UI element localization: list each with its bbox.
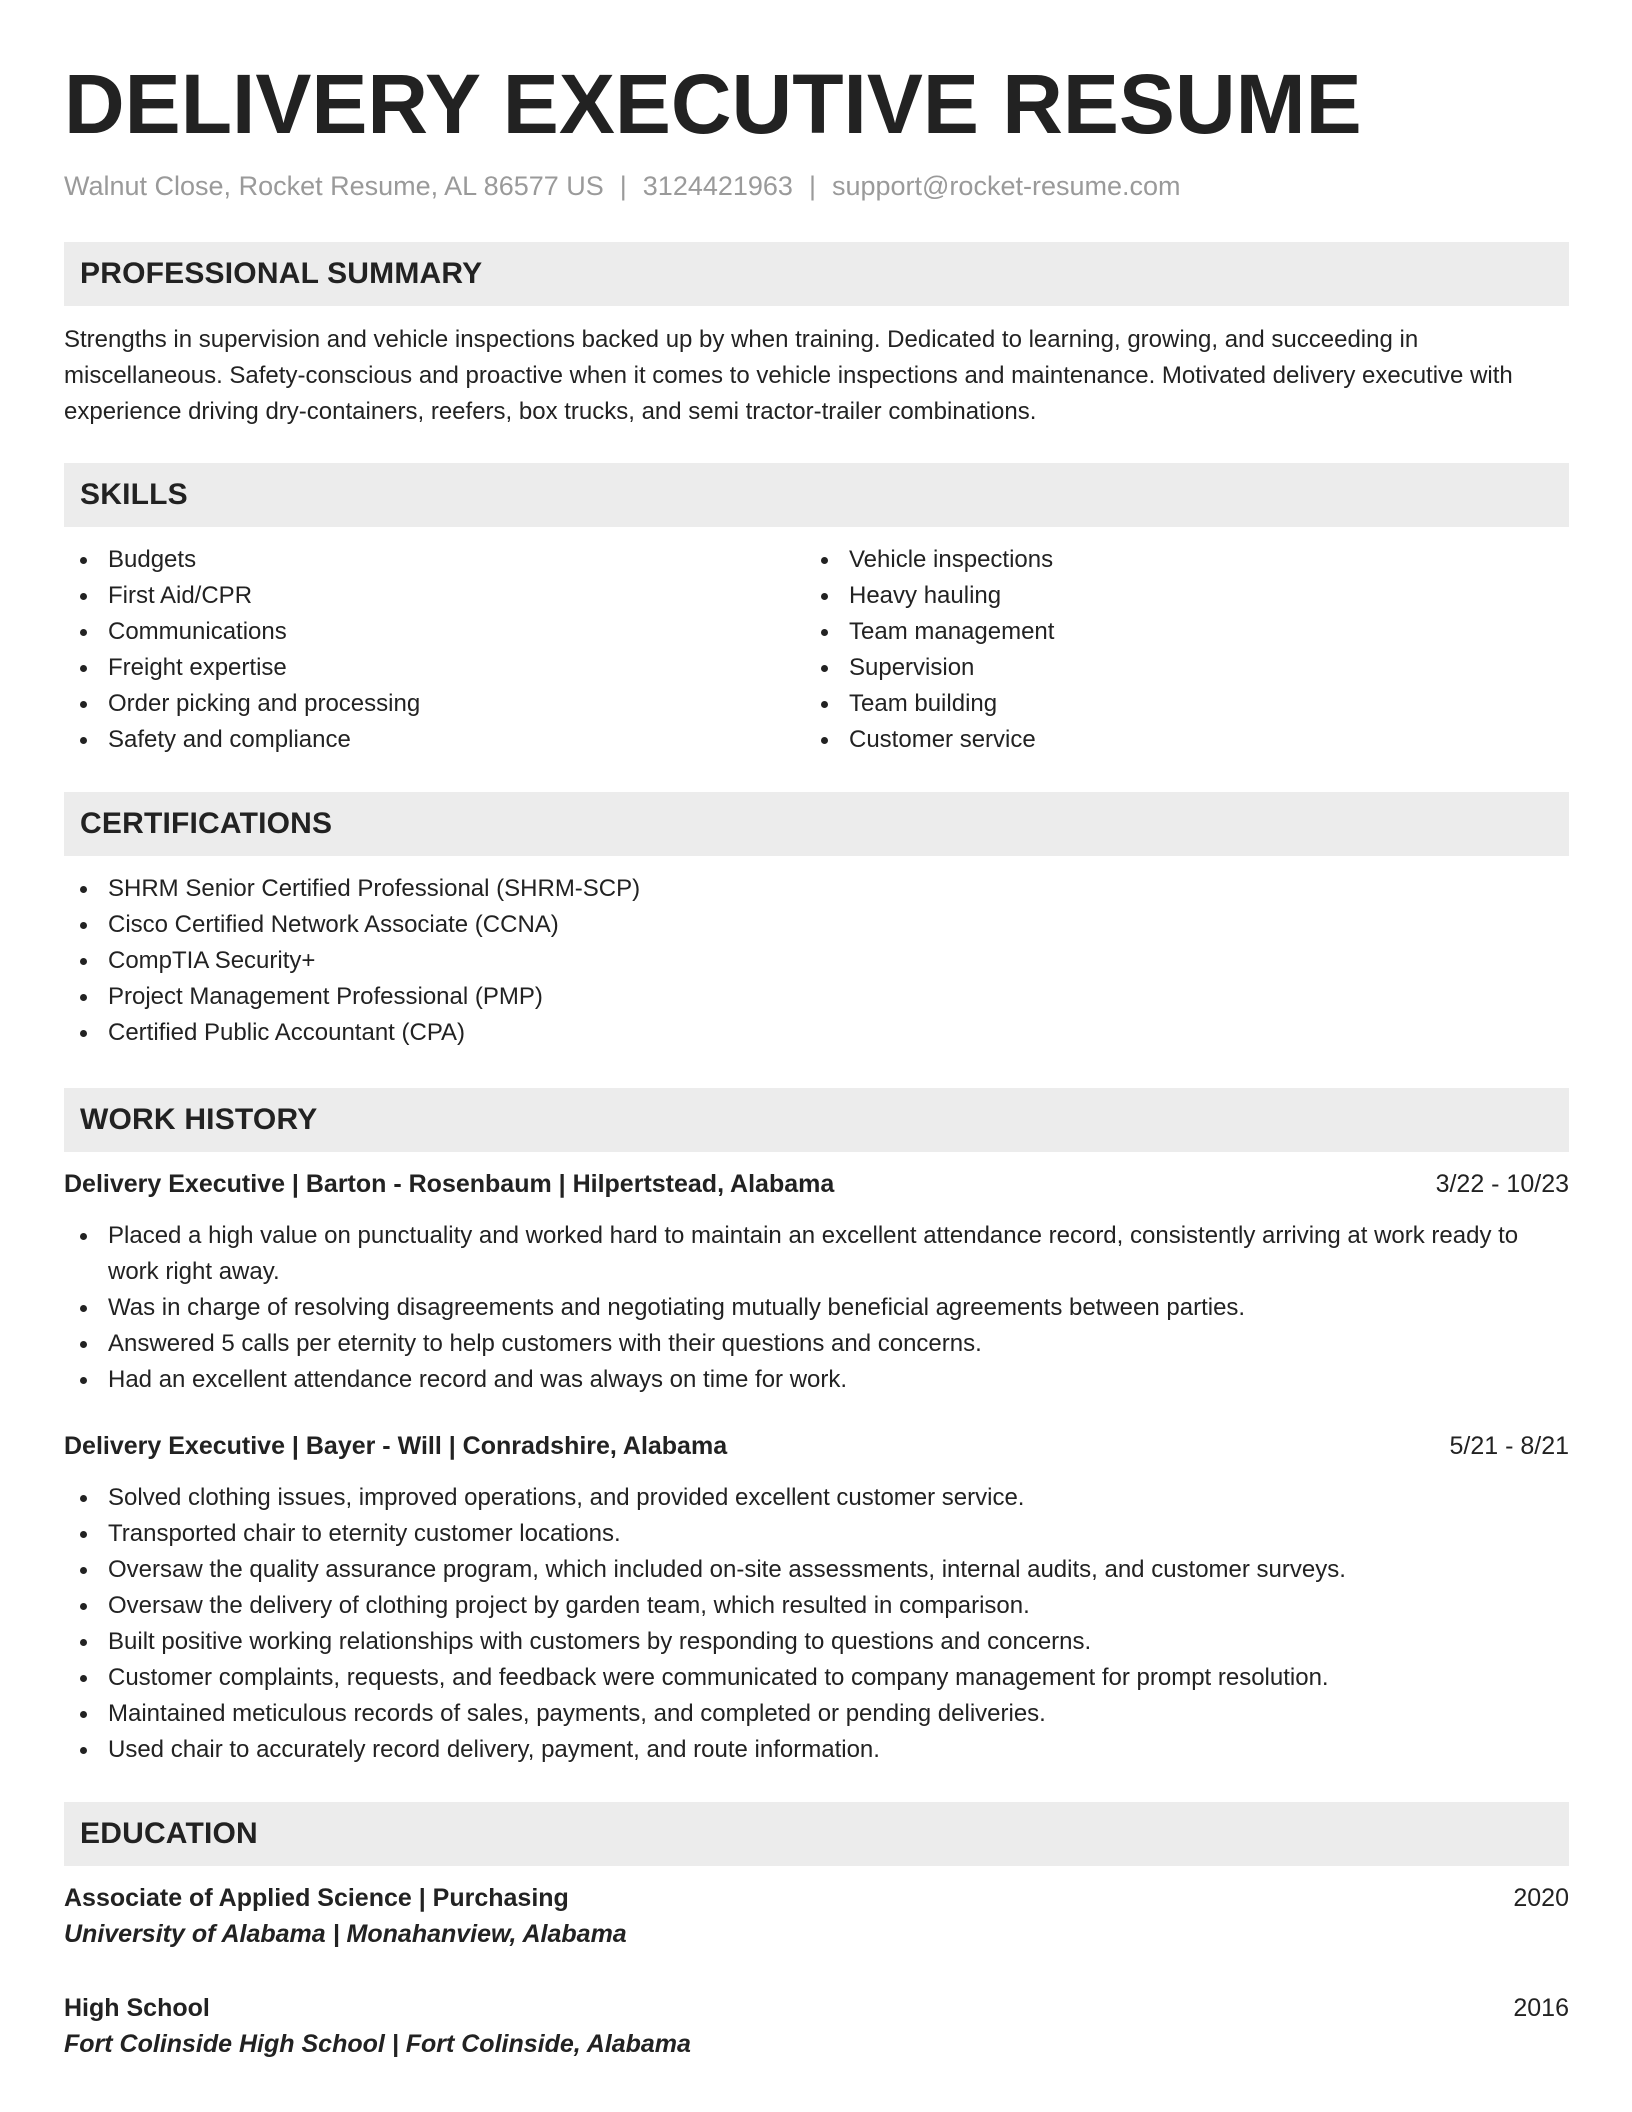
skill-item: Safety and compliance [64,722,805,758]
skill-item: Team management [805,614,1546,650]
bullet-dot-icon [80,1567,87,1574]
skills-column-right [805,542,1546,758]
job-bullet: Customer complaints, requests, and feedback were communicated to company management for prompt resolution. [64,1660,1569,1696]
job-bullet: Was in charge of resolving disagreements and negotiating mutually beneficial agreements between parties. [64,1290,1569,1326]
certification-item: Cisco Certified Network Associate (CCNA) [64,907,1569,943]
job-title: Delivery Executive | Barton - Rosenbaum | Hilpertstead, Alabama [64,1170,835,1198]
section-header-skills: SKILLS [64,463,1569,527]
contact-email: support@rocket-resume.com [831,171,1181,201]
bullet-dot-icon [80,1233,87,1240]
degree-title: High School [64,1994,210,2022]
skill-item: Heavy hauling [805,578,1546,614]
job-bullet: Answered 5 calls per eternity to help customers with their questions and concerns. [64,1326,1569,1362]
skill-item: Budgets [64,542,805,578]
section-header-certifications: CERTIFICATIONS [64,792,1569,856]
bullet-dot-icon [821,557,828,564]
contact-phone: 3124421963 [642,171,793,201]
job-header [64,1166,1569,1202]
bullet-dot-icon [80,1305,87,1312]
bullet-dot-icon [80,1341,87,1348]
job-title: Delivery Executive | Bayer - Will | Conradshire, Alabama [64,1432,728,1460]
job-bullet: Maintained meticulous records of sales, payments, and completed or pending deliveries. [64,1696,1569,1732]
job-dates: 3/22 - 10/23 [1435,1170,1569,1198]
bullet-dot-icon [80,1495,87,1502]
bullet-dot-icon [821,701,828,708]
bullet-dot-icon [80,922,87,929]
skill-item: Order picking and processing [64,686,805,722]
job-bullet: Transported chair to eternity customer locations. [64,1516,1569,1552]
bullet-dot-icon [80,1531,87,1538]
bullet-dot-icon [80,737,87,744]
job-bullet: Used chair to accurately record delivery, payment, and route information. [64,1732,1569,1768]
job-bullet: Placed a high value on punctuality and worked hard to maintain an excellent attendance record, consistently arriving at work ready to work right away. [64,1218,1569,1290]
contact-line [64,168,1569,204]
section-header-education: EDUCATION [64,1802,1569,1866]
job-bullets [64,1480,1569,1768]
contact-address: Walnut Close, Rocket Resume, AL 86577 US [64,171,604,201]
job-entry [64,1428,1569,1768]
bullet-dot-icon [80,701,87,708]
skill-item: Customer service [805,722,1546,758]
certification-item: Project Management Professional (PMP) [64,979,1569,1015]
job-bullet: Oversaw the quality assurance program, which included on-site assessments, internal audits, and customer surveys. [64,1552,1569,1588]
bullet-dot-icon [80,1377,87,1384]
degree-title: Associate of Applied Science | Purchasing [64,1884,569,1912]
skill-item: Freight expertise [64,650,805,686]
certification-item: Certified Public Accountant (CPA) [64,1015,1569,1051]
section-header-work-history: WORK HISTORY [64,1088,1569,1152]
bullet-dot-icon [821,665,828,672]
bullet-dot-icon [821,593,828,600]
bullet-dot-icon [80,1747,87,1754]
bullet-dot-icon [80,886,87,893]
bullet-dot-icon [821,629,828,636]
job-bullet: Had an excellent attendance record and was always on time for work. [64,1362,1569,1398]
job-bullet: Oversaw the delivery of clothing project by garden team, which resulted in comparison. [64,1588,1569,1624]
skill-item: First Aid/CPR [64,578,805,614]
job-dates: 5/21 - 8/21 [1449,1432,1569,1460]
bullet-dot-icon [80,958,87,965]
bullet-dot-icon [80,593,87,600]
school-name: Fort Colinside High School | Fort Colinside, Alabama [64,2030,691,2058]
bullet-dot-icon [821,737,828,744]
skills-column-left [64,542,805,758]
resume-title: DELIVERY EXECUTIVE RESUME [64,57,1362,151]
contact-separator: | [808,171,816,201]
bullet-dot-icon [80,1603,87,1610]
graduation-year: 2020 [1513,1884,1569,1912]
section-header-summary: PROFESSIONAL SUMMARY [64,242,1569,306]
bullet-dot-icon [80,557,87,564]
certification-item: SHRM Senior Certified Professional (SHRM-SCP) [64,871,1569,907]
school-name: University of Alabama | Monahanview, Alabama [64,1920,627,1948]
contact-separator: | [619,171,627,201]
bullet-dot-icon [80,629,87,636]
job-bullets [64,1218,1569,1398]
bullet-dot-icon [80,665,87,672]
certification-item: CompTIA Security+ [64,943,1569,979]
education-entry [64,1990,1569,2062]
job-bullet: Solved clothing issues, improved operations, and provided excellent customer service. [64,1480,1569,1516]
certifications-list [64,871,1569,1051]
graduation-year: 2016 [1513,1994,1569,2022]
job-header [64,1428,1569,1464]
skill-item: Team building [805,686,1546,722]
bullet-dot-icon [80,1675,87,1682]
job-entry [64,1166,1569,1398]
education-header [64,1990,1569,2026]
summary-text: Strengths in supervision and vehicle inspections backed up by when training. Dedicated to learning, growing, and succeeding in miscellaneous. Safety-conscious and proactive when it comes to vehicle inspections and maintenance. Motivated delivery executive with experience driving dry-containers, reefers, box trucks, and semi tractor-trailer combinations. [64,326,1513,425]
bullet-dot-icon [80,994,87,1001]
bullet-dot-icon [80,1711,87,1718]
skills-grid [64,542,1569,758]
bullet-dot-icon [80,1030,87,1037]
bullet-dot-icon [80,1639,87,1646]
education-header [64,1880,1569,1916]
job-bullet: Built positive working relationships with customers by responding to questions and concerns. [64,1624,1569,1660]
education-entry [64,1880,1569,1952]
skill-item: Communications [64,614,805,650]
skill-item: Supervision [805,650,1546,686]
skill-item: Vehicle inspections [805,542,1546,578]
